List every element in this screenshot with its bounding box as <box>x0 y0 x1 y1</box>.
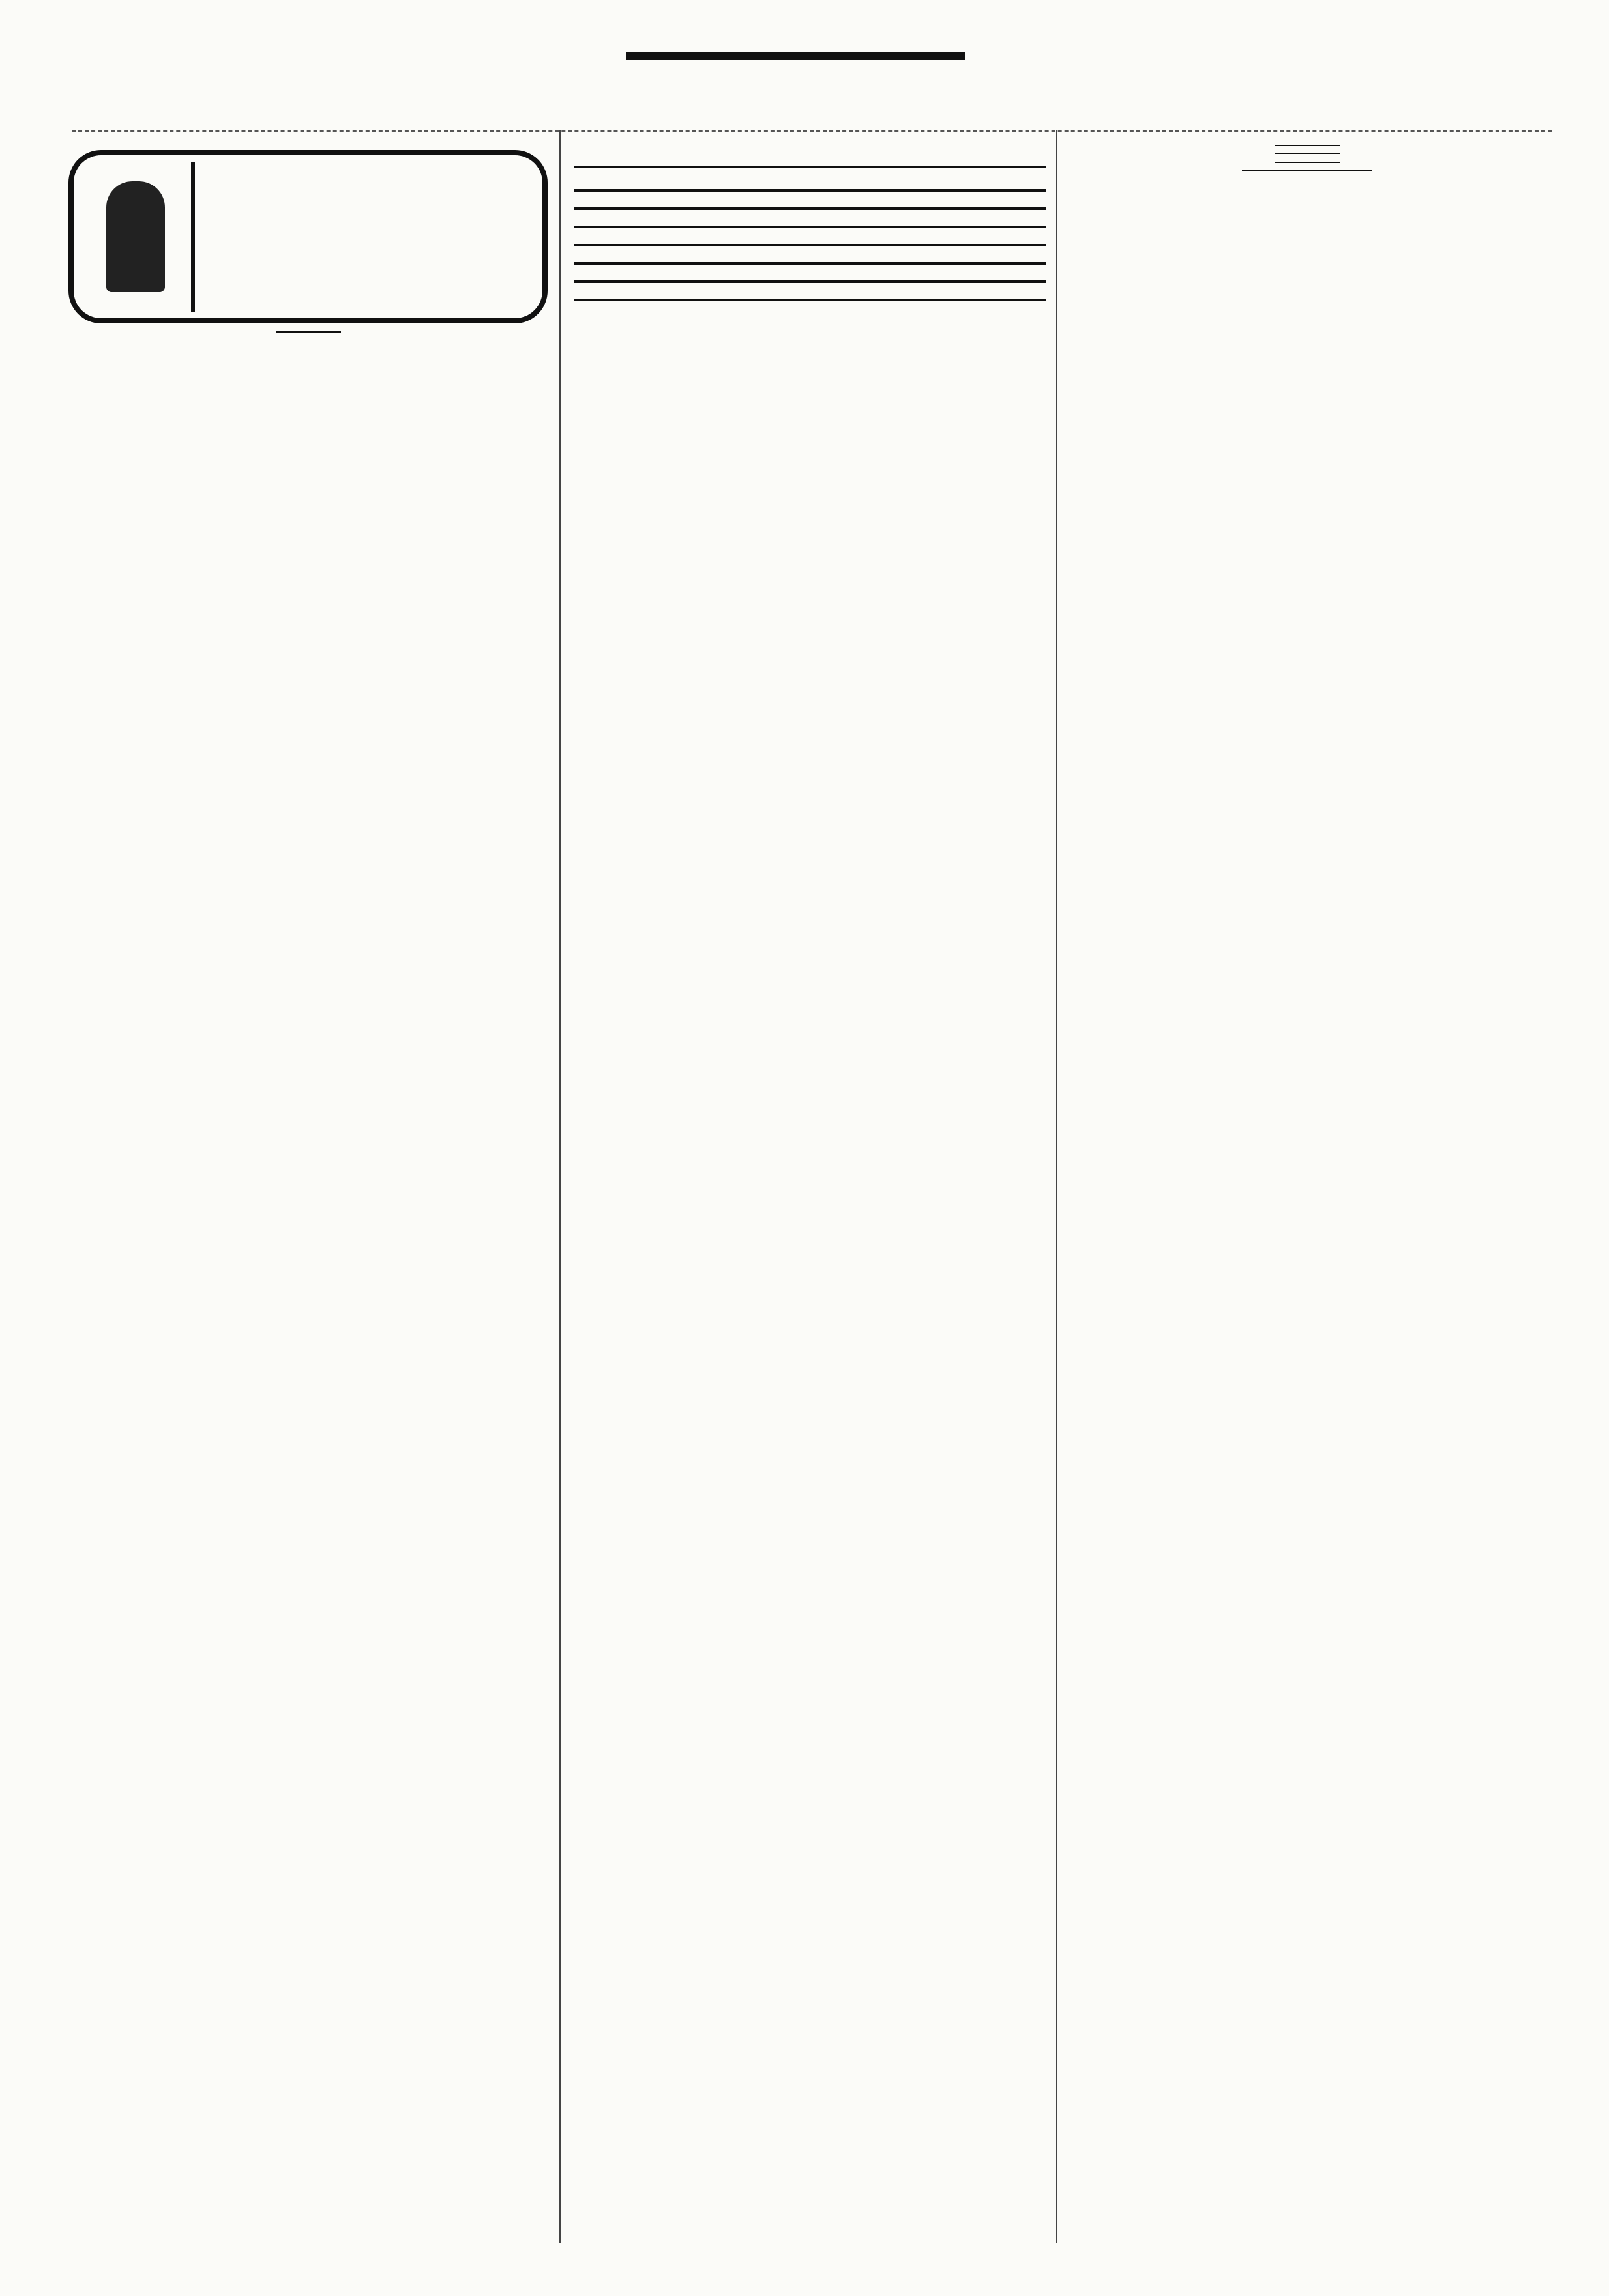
divider <box>1242 170 1372 171</box>
figure-emblem-icon <box>80 162 195 312</box>
header-rule <box>72 130 1552 134</box>
renseignements-banner <box>68 150 548 323</box>
divider <box>276 331 341 333</box>
column-left <box>68 150 548 339</box>
ad-deschenes <box>574 288 1046 301</box>
divider <box>1275 162 1340 163</box>
column-right <box>1069 137 1545 177</box>
ad-gonthier <box>574 270 1046 283</box>
masthead <box>626 52 965 111</box>
column-middle <box>574 150 1046 306</box>
ad-canada-accident <box>574 233 1046 246</box>
divider <box>1275 145 1340 146</box>
ad-chartrand <box>574 197 1046 210</box>
column-divider <box>1056 130 1057 2243</box>
masthead-logo <box>626 52 965 60</box>
ad-renaud <box>574 173 1046 192</box>
ad-comptables <box>574 150 1046 168</box>
column-divider <box>559 130 561 2243</box>
ad-desmarteau <box>574 215 1046 228</box>
ad-wilks <box>574 252 1046 265</box>
divider <box>1275 153 1340 154</box>
